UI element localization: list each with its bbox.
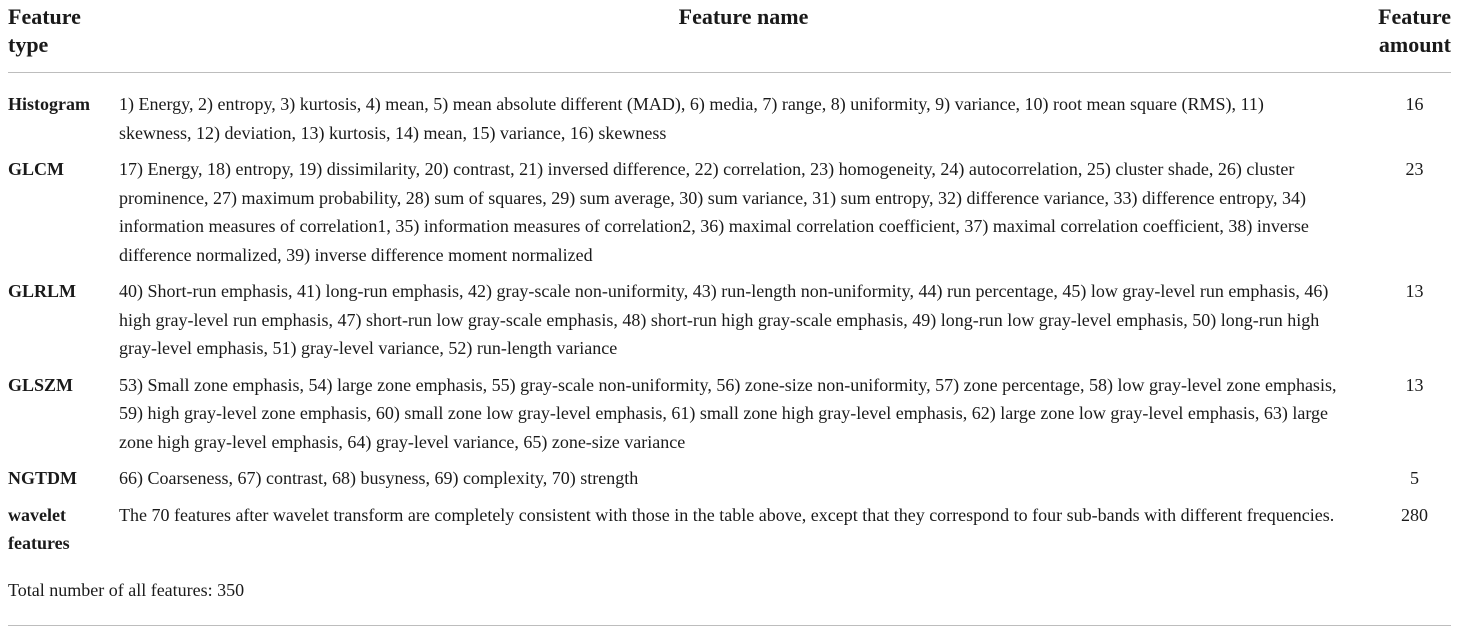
row-feature-names: 1) Energy, 2) entropy, 3) kurtosis, 4) mean, 5) mean absolute different (MAD), 6) media, 7) range, 8) uniformity, 9) variance, 10) root mean square (RMS), 11) skewness, 12) deviation, 13) kurtosis, 14) mean, 15) variance, 16) skewness	[119, 94, 1264, 143]
header-feature-type: Feature type	[8, 0, 119, 73]
header-feature-amount: Feature amount	[1368, 0, 1451, 73]
header-row	[8, 0, 1451, 73]
table-footnote-total: Total number of all features: 350	[8, 580, 245, 600]
table-body	[8, 73, 1451, 566]
row-feature-names: 40) Short-run emphasis, 41) long-run emphasis, 42) gray-scale non-uniformity, 43) run-length non-uniformity, 44) run percentage, 45) low gray-level run emphasis, 46) high gray-level run emphasis, 47) short-run low gray-scale emphasis, 48) short-run high gray-scale emphasis, 49) long-run low gray-level emphasis, 50) long-run high gray-level emphasis, 51) gray-level variance, 52) run-length variance	[119, 281, 1329, 358]
table-row	[8, 155, 1451, 277]
table-row	[8, 501, 1451, 566]
row-feature-type: NGTDM	[8, 468, 77, 488]
row-feature-type: GLSZM	[8, 374, 74, 395]
row-feature-amount: 23	[1405, 159, 1424, 179]
row-feature-type: GLRLM	[8, 281, 77, 301]
row-feature-amount: 13	[1405, 281, 1424, 301]
row-feature-names: 17) Energy, 18) entropy, 19) dissimilarity, 20) contrast, 21) inversed difference, 22) correlation, 23) homogeneity, 24) autocorrelation, 25) cluster shade, 26) cluster prominence, 27) maximum probability, 28) sum of squares, 29) sum average, 30) sum variance, 31) sum entropy, 32) difference variance, 33) difference entropy, 34) information measures of correlation1, 35) information measures of correlation2, 36) maximal correlation coefficient, 37) maximal correlation coefficient, 38) inverse difference normalized, 39) inverse difference moment normalized	[119, 159, 1309, 265]
row-feature-names: 53) Small zone emphasis, 54) large zone emphasis, 55) gray-scale non-uniformity, 56) zone-size non-uniformity, 57) zone percentage, 58) low gray-level zone emphasis, 59) high gray-level zone emphasis, 60) small zone low gray-level emphasis, 61) small zone high gray-level emphasis, 62) large zone low gray-level emphasis, 63) large zone high gray-level emphasis, 64) gray-level variance, 65) zone-size variance	[119, 374, 1337, 452]
row-feature-type: Histogram	[8, 94, 90, 114]
feature-table	[8, 0, 1451, 566]
row-feature-names: The 70 features after wavelet transform are completely consistent with those in the table above, except that they correspond to four sub-bands with different frequencies.	[119, 504, 1335, 525]
row-feature-names: 66) Coarseness, 67) contrast, 68) busyness, 69) complexity, 70) strength	[119, 468, 639, 488]
table-row	[8, 464, 1451, 501]
row-feature-amount: 13	[1405, 374, 1424, 395]
header-feature-name: Feature name	[119, 0, 1368, 73]
table-bottom-rule	[8, 625, 1451, 626]
row-feature-type: GLCM	[8, 159, 64, 179]
table-row	[8, 277, 1451, 371]
table-header	[8, 0, 1451, 73]
table-row	[8, 371, 1451, 465]
row-feature-amount: 280	[1401, 504, 1428, 525]
row-feature-amount: 16	[1405, 94, 1424, 114]
table-row	[8, 73, 1451, 156]
row-feature-amount: 5	[1410, 468, 1419, 488]
row-feature-type: wavelet features	[8, 504, 70, 553]
